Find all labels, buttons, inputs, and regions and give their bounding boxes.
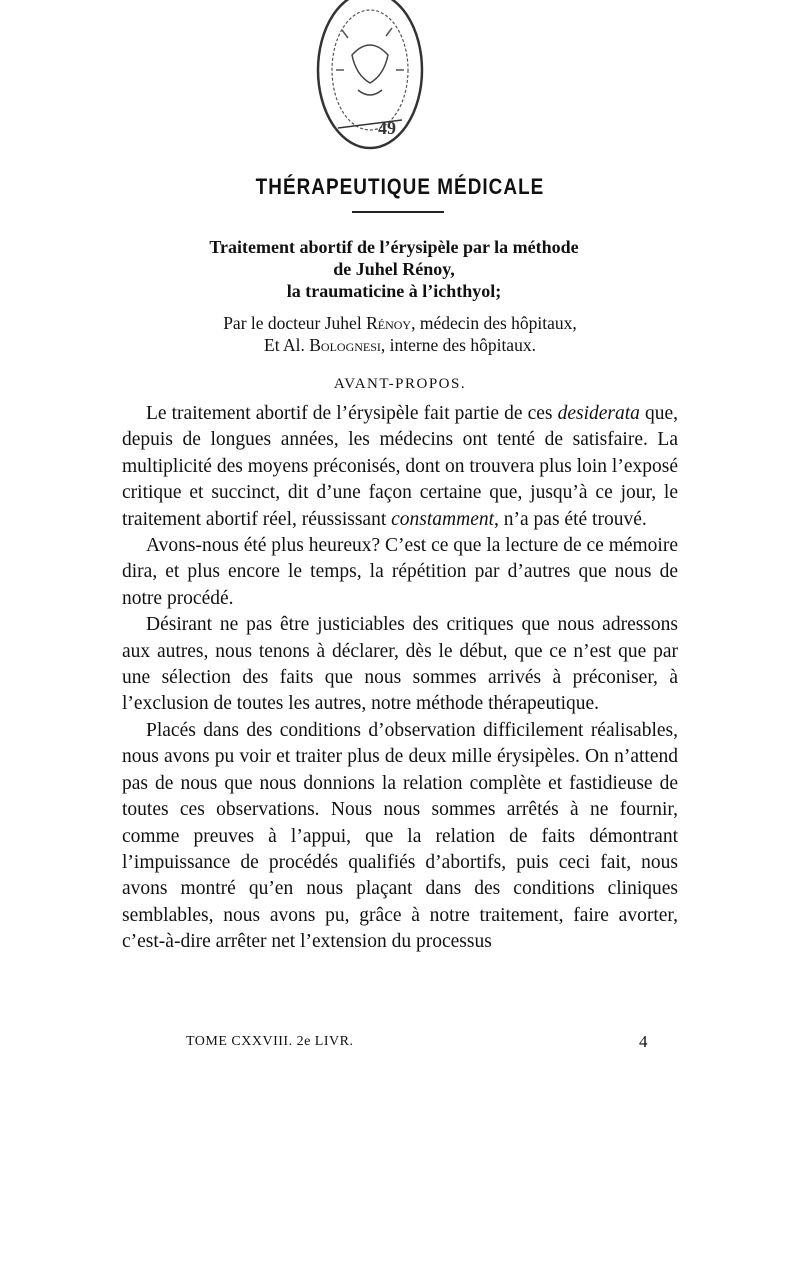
author-1-name: Rénoy [366,313,412,333]
author-2-name: Bolognesi [309,335,381,355]
section-title: THÉRAPEUTIQUE MÉDICALE [255,174,545,199]
article-title-line-2: de Juhel Rénoy, [333,259,455,279]
author-2-suffix: , interne des hôpitaux. [380,335,536,355]
p1-text-b: que, depuis de longues années, les médecins ont tenté de satisfaire. La multiplicité des moyens préconisés, dont on trouvera plus loin l’exposé critique et succinct, dit d’une façon certaine que, jusqu’à ce jour, le traitement abortif réel, réussissant [122,403,679,530]
title-rule [352,211,444,213]
author-line-1 [120,312,680,334]
p1-text-c: , n’a pas été trouvé. [494,508,647,530]
library-stamp [312,0,428,160]
p1-italic-constamment: constamment [391,508,495,530]
paragraph-3: Désirant ne pas être justiciables des critiques que nous adressons aux autres, nous tenons à déclarer, dès le début, que ce n’est que par une sélection des faits que nous sommes arrivés à préconiser, à l’exclusion de toutes les autres, notre méthode thérapeutique. [122,614,678,715]
paragraph-1 [122,401,678,533]
stamp-number: 49 [378,118,396,138]
author-2-prefix: Et Al. [264,335,310,355]
paragraph-4: Placés dans des conditions d’observation difficilement réalisables, nous avons pu voir et traiter plus de deux mille érysipèles. On n’attend pas de nous que nous donnions la relation complète et fastidieuse de toutes ces observations. Nous nous sommes arrêtés à ne fournir, comme preuves à l’appui, que la relation de faits démontrant l’impuissance de procédés qualifiés d’abortifs, puis ceci fait, nous avons montré qu’en nous plaçant dans des conditions cliniques semblables, nous avons pu, grâce à notre traitement, faire avorter, c’est-à-dire arrêter net l’extension du processus [122,719,678,953]
p1-text-a: Le traitement abortif de l’érysipèle fait partie de ces [146,403,558,424]
section-heading: AVANT-PROPOS. [333,376,467,392]
signature-number: 4 [639,1032,648,1051]
author-line-2 [120,334,680,356]
author-1-suffix: , médecin des hôpitaux, [411,313,577,333]
paragraph-2: Avons-nous été plus heureux? C’est ce que la lecture de ce mémoire dira, et plus encore le temps, la répétition par d’autres que nous de notre procédé. [122,535,678,609]
article-title [120,236,668,302]
p1-italic-desiderata: desiderata [557,403,640,424]
body-text [122,401,678,956]
article-title-line-1: Traitement abortif de l’érysipèle par la méthode [209,237,579,257]
signature-label: TOME CXXVIII. 2e LIVR. [186,1034,354,1049]
author-1-prefix: Par le docteur Juhel [223,313,367,333]
author-block [120,312,680,356]
article-title-line-3: la traumaticine à l’ichthyol; [286,281,502,301]
